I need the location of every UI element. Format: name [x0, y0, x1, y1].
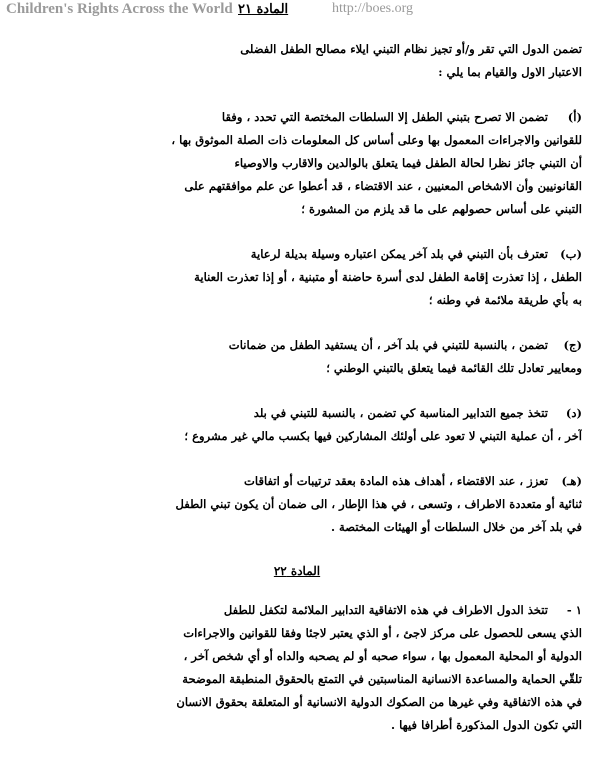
article-21-item-b [12, 243, 582, 312]
site-url-watermark: http://boes.org [332, 1, 414, 16]
text-line: الاعتبار الاول والقيام بما يلي : [438, 65, 582, 79]
text-line: الذي يسعى للحصول على مركز لاجئ ، أو الذي يعتبر لاجئا وفقا للقوانين والاجراءات [183, 626, 582, 640]
item-label: (د) [565, 406, 582, 420]
article-22-title: المادة ٢٢ [273, 564, 321, 578]
site-title-watermark: Children's Rights Across the World [6, 1, 233, 17]
item-text: تتخذ الدول الاطراف في هذه الاتفاقية التدابير الملائمة لتكفل للطفل [223, 603, 548, 617]
article-21-item-e [12, 470, 582, 539]
text-line: التبني على أساس حصولهم على ما قد يلزم من المشورة ؛ [301, 202, 582, 216]
article-21-intro [12, 38, 582, 84]
article-21-item-d [12, 402, 582, 448]
item-text: تتخذ جميع التدابير المناسبة كي تضمن ، بالنسبة للتبني في بلد [253, 406, 548, 420]
article-22-item-1 [12, 599, 582, 737]
page-header [0, 0, 594, 22]
item-text: تضمن الا تصرح بتبني الطفل إلا السلطات المختصة التي تحدد ، وفقا [221, 110, 548, 124]
item-label: (ب) [560, 247, 582, 261]
item-text: تعترف بأن التبني في بلد آخر يمكن اعتباره وسيلة بديلة لرعاية [250, 247, 548, 261]
header-article-number: المادة ٢١ [238, 2, 289, 17]
text-line: أن التبني جائز نظرا لحالة الطفل فيما يتعلق بالوالدين والاقارب والاوصياء [234, 156, 582, 170]
text-line [12, 334, 582, 357]
item-text: تعزز ، عند الاقتضاء ، أهداف هذه المادة بعقد ترتيبات أو اتفاقات [244, 474, 548, 488]
article-21-item-a [12, 106, 582, 221]
text-line: تلقّي الحماية والمساعدة الانسانية المناسبتين في التمتع بالحقوق المنطبقة الموضحة [182, 672, 582, 686]
text-line: آخر ، أن عملية التبني لا تعود على أولئك المشاركين فيها بكسب مالي غير مشروع ؛ [184, 429, 582, 443]
article-21-item-c [12, 334, 582, 380]
text-line: به بأي طريقة ملائمة في وطنه ؛ [428, 293, 582, 307]
text-line: تضمن الدول التي تقر و/أو تجيز نظام التبني ايلاء مصالح الطفل الفضلى [240, 42, 582, 56]
text-line: للقوانين والاجراءات المعمول بها وعلى أساس كل المعلومات ذات الصلة الموثوق بها ، [171, 133, 582, 147]
text-line: ثنائية أو متعددة الاطراف ، وتسعى ، في هذا الإطار ، الى ضمان أن يكون تبني الطفل [175, 497, 582, 511]
text-line: القانونيين وأن الاشخاص المعنيين ، عند الاقتضاء ، قد أعطوا عن علم موافقتهم على [184, 179, 582, 193]
text-line [12, 470, 582, 493]
text-line [12, 243, 582, 266]
text-line: في هذه الاتفاقية وفي غيرها من الصكوك الدولية الانسانية أو المتعلقة بحقوق الانسان [176, 695, 582, 709]
item-label: ١ - [566, 603, 582, 617]
item-label: (ج) [563, 338, 582, 352]
text-line: الدولية أو المحلية المعمول بها ، سواء صحبه أو لم يصحبه والداه أو أي شخص آخر ، [183, 649, 582, 663]
text-line [12, 402, 582, 425]
text-line [12, 599, 582, 622]
text-line: الطفل ، إذا تعذرت إقامة الطفل لدى أسرة حاضنة أو متبنية ، أو إذا تعذرت العناية [194, 270, 582, 284]
item-label: (أ) [567, 110, 582, 124]
document-body [12, 38, 582, 759]
item-label: (هـ) [561, 474, 582, 488]
text-line: في بلد آخر من خلال السلطات أو الهيئات المختصة . [330, 520, 582, 534]
item-text: تضمن ، بالنسبة للتبني في بلد آخر ، أن يستفيد الطفل من ضمانات [228, 338, 548, 352]
text-line [12, 106, 582, 129]
text-line: التي تكون الدول المذكورة أطرافا فيها . [391, 718, 582, 732]
text-line: ومعايير تعادل تلك القائمة فيما يتعلق بالتبني الوطني ؛ [326, 361, 582, 375]
